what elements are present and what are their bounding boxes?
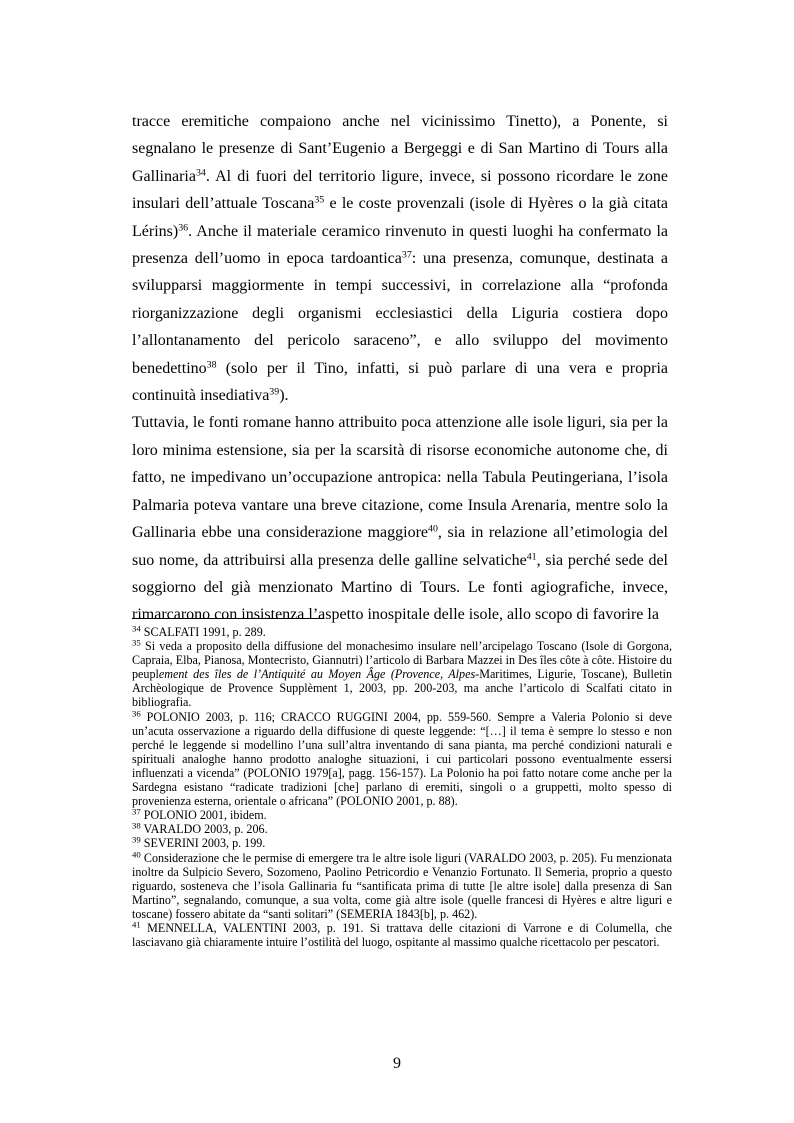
footnote-number: 37 bbox=[132, 806, 141, 817]
footnote-text: Considerazione che le permise di emergere tra le altre isole liguri (VARALDO 2003, p. 205). Fu menzionata inoltre da Sulpicio Severo, Sozomeno, Paolino Petricordio e Venanzio Fortunato. Il Semeria, proprio a questo riguardo, sosteneva che l’isola Gallinaria fu “santificata prima di tutte [le altre isole] dalla presenza di San Martino”, segnalando, comunque, a sua volta, come già altre isole (quelle francesi di Hyères e altre liguri e toscane) fossero abitate da “santi solitari” (SEMERIA 1843[b], p. 462). bbox=[132, 850, 672, 921]
text-run: , sia perché sede del soggiorno del già menzionato Martino di Tours. Le fonti agiografiche, invece, rimarcarono con insistenza l’aspetto inospitale delle isole, allo scopo di favorire la bbox=[132, 551, 668, 624]
footnote-text: POLONIO 2001, ibidem. bbox=[140, 808, 267, 823]
footnote-ref-36[interactable]: 36 bbox=[178, 221, 189, 233]
footnote-40 bbox=[132, 851, 672, 921]
footnote-number: 34 bbox=[132, 623, 141, 634]
footnote-number: 38 bbox=[132, 820, 141, 831]
footnote-number: 39 bbox=[132, 835, 141, 846]
footnote-separator bbox=[132, 618, 324, 619]
footnote-text: MENNELLA, VALENTINI 2003, p. 191. Si trattava delle citazioni di Varrone e di Columella, che lasciavano già chiaramente intuire l’ostilità del luogo, ospitante al massimo qualche ricettacolo per pescatori. bbox=[132, 920, 672, 950]
footnote-text: Si veda a proposito della diffusione del monachesimo insulare nell’arcipelago Toscano (Isole di Gorgona, Capraia, Elba, Pianosa, Montecristo, Giannutri) l’articolo di Barbara Mazzei in Des îles côte à côte. Histoire du peupl bbox=[132, 639, 672, 682]
footnote-text-italic: ement des îles de l’Antiquité au Moyen Âge (Provence, Alpes- bbox=[158, 667, 480, 682]
footnote-39 bbox=[132, 836, 672, 850]
footnote-38 bbox=[132, 822, 672, 836]
text-run: . Al di fuori del territorio ligure, invece, si possono ricordare le zone insulari dell’attuale Toscana bbox=[132, 167, 668, 213]
footnote-text: Maritimes, Ligurie, Toscane), Bulletin Archèologique de Provence Supplèment 1, 2003, pp. 200-203, ma anche l’articolo di Scalfati citato in bibliografia. bbox=[132, 667, 672, 710]
footnote-ref-41[interactable]: 41 bbox=[526, 550, 537, 562]
footnote-ref-37[interactable]: 37 bbox=[401, 249, 412, 261]
page-number: 9 bbox=[393, 1055, 401, 1072]
text-run: . Anche il materiale ceramico rinvenuto in questi luoghi ha confermato la presenza dell’uomo in epoca tardoantica bbox=[132, 222, 668, 268]
footnote-ref-34[interactable]: 34 bbox=[195, 167, 206, 179]
footnote-number: 41 bbox=[132, 919, 141, 930]
footnote-37 bbox=[132, 808, 672, 822]
footnote-36 bbox=[132, 710, 672, 809]
footnote-text: POLONIO 2003, p. 116; CRACCO RUGGINI 2004, pp. 559-560. Sempre a Valeria Polonio si deve un’acuta osservazione a riguardo della diffusione di queste leggende: “[…] il tema è sempre lo stesso e non perché le leggende si modellino l’una sull’altra inventando di sana pianta, ma perché condizioni naturali e spirituali analoghe hanno prodotto analoghe situazioni, i cui particolari possono eventualmente essersi influenzati a vicenda” (POLONIO 1979[a], pagg. 156-157). La Polonio ha poi fatto notare come anche per la Sardegna esistano “radicate tradizioni [che] parlano di eremiti, singoli o a gruppetti, molto spesso di provenienza esterna, orientale o africana” (POLONIO 2001, p. 88). bbox=[132, 709, 672, 809]
text-run: : una presenza, comunque, destinata a svilupparsi maggiormente in tempi successivi, in correlazione alla “profonda riorganizzazione degli organismi ecclesiastici della Liguria costiera dopo l’allontanamento del pericolo saraceno”, e allo sviluppo del movimento benedettino bbox=[132, 250, 669, 377]
footnote-34 bbox=[132, 625, 672, 639]
main-text bbox=[132, 108, 668, 629]
footnote-number: 36 bbox=[132, 708, 141, 719]
paragraph-1 bbox=[132, 108, 668, 409]
footnote-number: 35 bbox=[132, 637, 141, 648]
text-run: , sia in relazione all’etimologia del suo nome, da attribuirsi alla presenza delle galline selvatiche bbox=[132, 524, 669, 569]
paragraph-2 bbox=[132, 409, 668, 628]
footnote-number: 40 bbox=[132, 849, 141, 860]
text-run: (solo per il Tino, infatti, si può parlare di una vera e propria continuità insediativa bbox=[132, 359, 668, 405]
footnote-text: SEVERINI 2003, p. 199. bbox=[140, 836, 266, 851]
text-run: Tuttavia, le fonti romane hanno attribuito poca attenzione alle isole liguri, sia per la loro minima estensione, sia per la scarsità di risorse economiche autonome che, di fatto, ne impedivano un’occupazione antropica: nella Tabula Peutingeriana, l’isola Palmaria poteva vantare una breve citazione, come Insula Arenaria, mentre solo la Gallinaria ebbe una considerazione maggiore bbox=[132, 414, 668, 542]
text-run: tracce eremitiche compaiono anche nel vicinissimo Tinetto), a Ponente, si segnalano le presenze di Sant’Eugenio a Bergeggi e di San Martino di Tours alla Gallinaria bbox=[132, 113, 668, 185]
footnote-41 bbox=[132, 921, 672, 949]
footnote-text: VARALDO 2003, p. 206. bbox=[140, 822, 268, 837]
footnote-ref-38[interactable]: 38 bbox=[206, 358, 217, 370]
footnote-text: SCALFATI 1991, p. 289. bbox=[140, 625, 266, 639]
footnote-ref-39[interactable]: 39 bbox=[269, 386, 280, 398]
footnote-35 bbox=[132, 639, 672, 709]
footnote-ref-35[interactable]: 35 bbox=[314, 194, 325, 206]
footnote-ref-40[interactable]: 40 bbox=[428, 523, 438, 535]
footnotes bbox=[132, 625, 672, 949]
text-run: e le coste provenzali (isole di Hyères o la già citata Lérins) bbox=[132, 195, 668, 240]
text-run: ). bbox=[279, 387, 289, 405]
